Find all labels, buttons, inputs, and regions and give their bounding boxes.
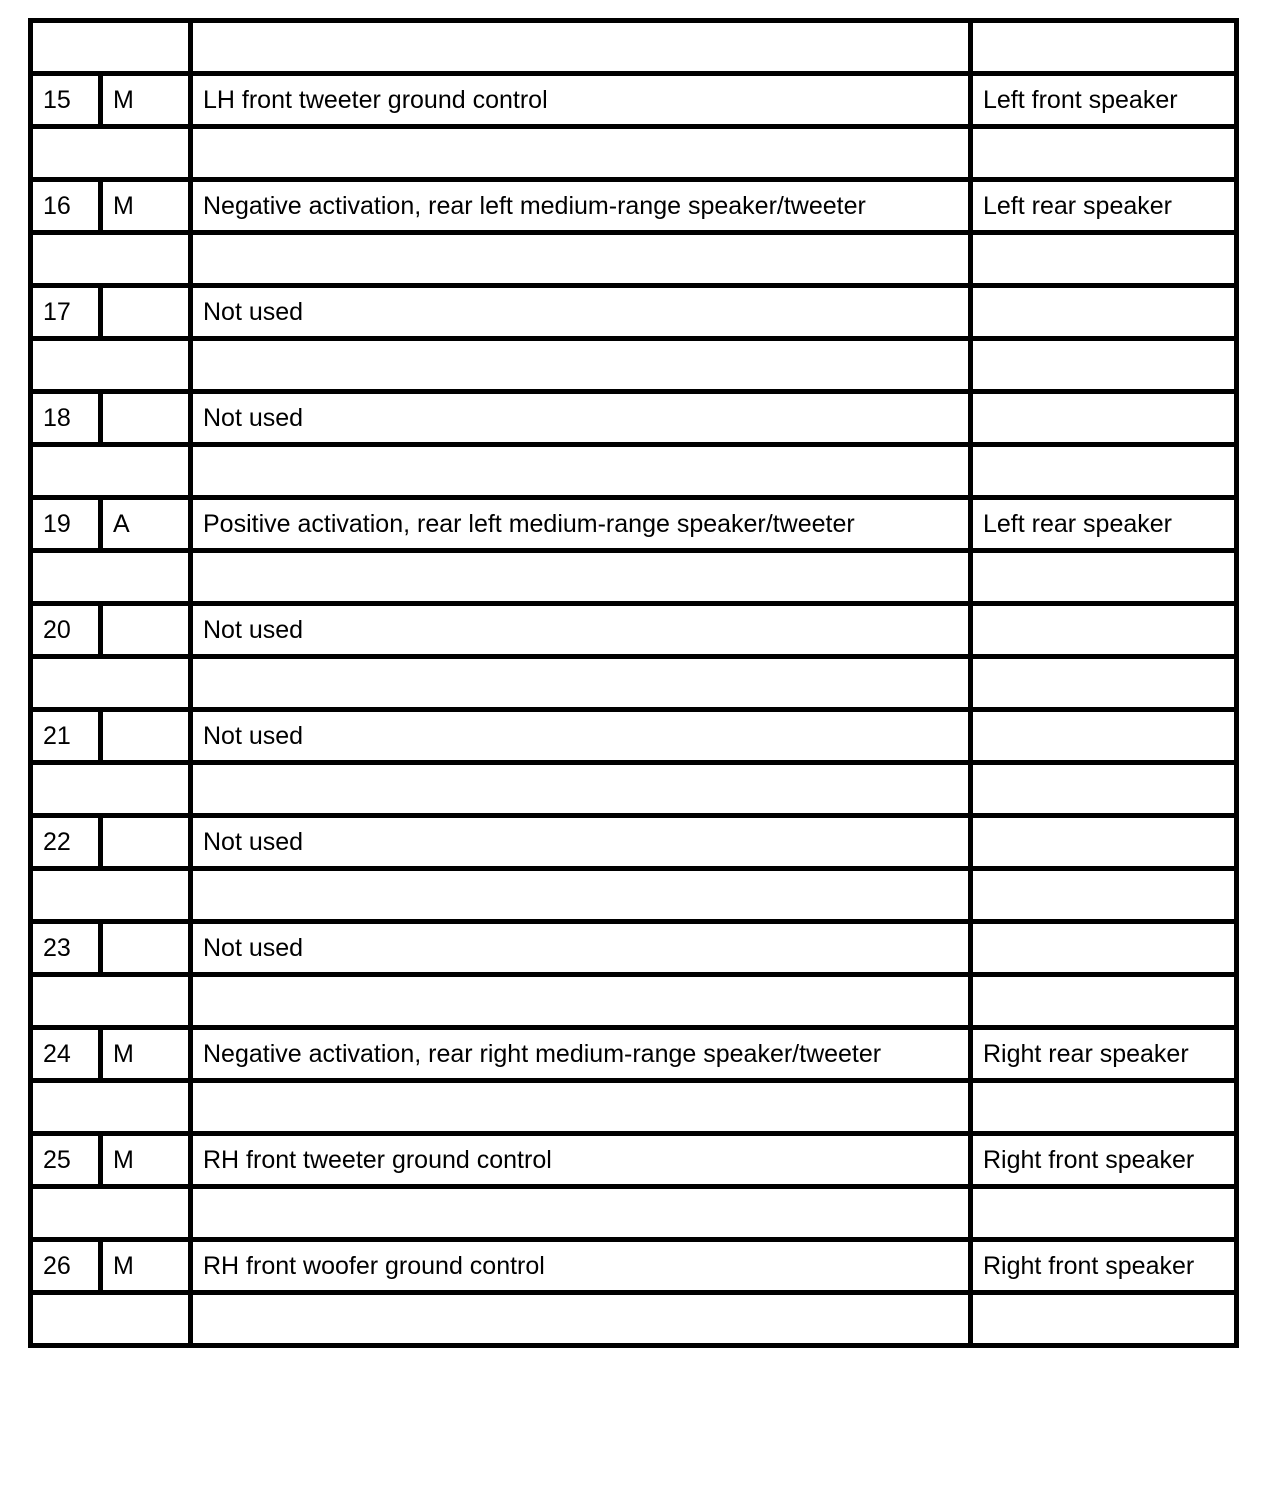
- signal-type-cell: M: [101, 74, 191, 127]
- spacer-cell-pin: [31, 445, 191, 498]
- table-spacer-row: [31, 975, 1237, 1028]
- pin-number-cell: 22: [31, 816, 101, 869]
- description-cell: Not used: [191, 710, 971, 763]
- spacer-cell-description: [191, 233, 971, 286]
- component-cell: Right front speaker: [971, 1240, 1237, 1293]
- table-spacer-row: [31, 127, 1237, 180]
- pin-number-cell: 23: [31, 922, 101, 975]
- description-cell: Not used: [191, 286, 971, 339]
- spacer-cell-component: [971, 551, 1237, 604]
- spacer-cell-description: [191, 975, 971, 1028]
- table-row: [31, 1134, 1237, 1187]
- spacer-cell-pin: [31, 233, 191, 286]
- description-cell: Not used: [191, 922, 971, 975]
- table-spacer-row: [31, 763, 1237, 816]
- table-row: [31, 1028, 1237, 1081]
- spacer-cell-component: [971, 233, 1237, 286]
- spacer-cell-pin: [31, 21, 191, 74]
- spacer-cell-pin: [31, 657, 191, 710]
- component-cell: [971, 710, 1237, 763]
- table-row: [31, 604, 1237, 657]
- signal-type-cell: [101, 286, 191, 339]
- table-row: [31, 498, 1237, 551]
- spacer-cell-description: [191, 657, 971, 710]
- spacer-cell-description: [191, 127, 971, 180]
- table-row: [31, 710, 1237, 763]
- pin-number-cell: 24: [31, 1028, 101, 1081]
- signal-type-cell: [101, 710, 191, 763]
- component-cell: Right rear speaker: [971, 1028, 1237, 1081]
- description-cell: Not used: [191, 604, 971, 657]
- spacer-cell-component: [971, 1187, 1237, 1240]
- table-spacer-row: [31, 869, 1237, 922]
- spacer-cell-component: [971, 975, 1237, 1028]
- pin-number-cell: 17: [31, 286, 101, 339]
- spacer-cell-component: [971, 1293, 1237, 1346]
- spacer-cell-component: [971, 127, 1237, 180]
- spacer-cell-description: [191, 763, 971, 816]
- table-row: [31, 286, 1237, 339]
- spacer-cell-description: [191, 1187, 971, 1240]
- component-cell: [971, 286, 1237, 339]
- table-row: [31, 816, 1237, 869]
- signal-type-cell: M: [101, 1134, 191, 1187]
- description-cell: RH front tweeter ground control: [191, 1134, 971, 1187]
- description-cell: Negative activation, rear left medium-range speaker/tweeter: [191, 180, 971, 233]
- spacer-cell-pin: [31, 1293, 191, 1346]
- signal-type-cell: M: [101, 180, 191, 233]
- component-cell: [971, 816, 1237, 869]
- spacer-cell-description: [191, 551, 971, 604]
- pin-number-cell: 21: [31, 710, 101, 763]
- table-row: [31, 74, 1237, 127]
- signal-type-cell: [101, 816, 191, 869]
- spacer-cell-pin: [31, 975, 191, 1028]
- description-cell: RH front woofer ground control: [191, 1240, 971, 1293]
- spacer-cell-description: [191, 445, 971, 498]
- component-cell: [971, 604, 1237, 657]
- spacer-cell-pin: [31, 551, 191, 604]
- pinout-table: [28, 18, 1239, 1348]
- description-cell: LH front tweeter ground control: [191, 74, 971, 127]
- pin-number-cell: 16: [31, 180, 101, 233]
- spacer-cell-pin: [31, 127, 191, 180]
- pin-number-cell: 19: [31, 498, 101, 551]
- spacer-cell-pin: [31, 1081, 191, 1134]
- spacer-cell-component: [971, 763, 1237, 816]
- signal-type-cell: [101, 922, 191, 975]
- table-spacer-row: [31, 657, 1237, 710]
- table-row: [31, 392, 1237, 445]
- component-cell: Left front speaker: [971, 74, 1237, 127]
- pin-number-cell: 20: [31, 604, 101, 657]
- table-spacer-row: [31, 551, 1237, 604]
- component-cell: [971, 392, 1237, 445]
- spacer-cell-pin: [31, 763, 191, 816]
- description-cell: Positive activation, rear left medium-range speaker/tweeter: [191, 498, 971, 551]
- signal-type-cell: A: [101, 498, 191, 551]
- signal-type-cell: [101, 604, 191, 657]
- description-cell: Negative activation, rear right medium-range speaker/tweeter: [191, 1028, 971, 1081]
- spacer-cell-pin: [31, 339, 191, 392]
- signal-type-cell: M: [101, 1240, 191, 1293]
- component-cell: Left rear speaker: [971, 498, 1237, 551]
- pin-number-cell: 25: [31, 1134, 101, 1187]
- spacer-cell-component: [971, 21, 1237, 74]
- table-spacer-row: [31, 1081, 1237, 1134]
- spacer-cell-component: [971, 445, 1237, 498]
- spacer-cell-description: [191, 1293, 971, 1346]
- component-cell: Left rear speaker: [971, 180, 1237, 233]
- table-row: [31, 180, 1237, 233]
- table-spacer-row: [31, 1187, 1237, 1240]
- spacer-cell-description: [191, 869, 971, 922]
- component-cell: Right front speaker: [971, 1134, 1237, 1187]
- table-spacer-row: [31, 1293, 1237, 1346]
- spacer-cell-component: [971, 1081, 1237, 1134]
- table-row: [31, 922, 1237, 975]
- table-spacer-row: [31, 445, 1237, 498]
- spacer-cell-component: [971, 657, 1237, 710]
- description-cell: Not used: [191, 816, 971, 869]
- table-spacer-row: [31, 21, 1237, 74]
- pin-number-cell: 18: [31, 392, 101, 445]
- spacer-cell-pin: [31, 1187, 191, 1240]
- description-cell: Not used: [191, 392, 971, 445]
- pin-number-cell: 26: [31, 1240, 101, 1293]
- table-spacer-row: [31, 339, 1237, 392]
- pin-number-cell: 15: [31, 74, 101, 127]
- table-row: [31, 1240, 1237, 1293]
- spacer-cell-description: [191, 1081, 971, 1134]
- table-spacer-row: [31, 233, 1237, 286]
- pinout-table-body: [31, 21, 1237, 1346]
- spacer-cell-component: [971, 869, 1237, 922]
- component-cell: [971, 922, 1237, 975]
- signal-type-cell: [101, 392, 191, 445]
- spacer-cell-pin: [31, 869, 191, 922]
- spacer-cell-component: [971, 339, 1237, 392]
- spacer-cell-description: [191, 339, 971, 392]
- spacer-cell-description: [191, 21, 971, 74]
- signal-type-cell: M: [101, 1028, 191, 1081]
